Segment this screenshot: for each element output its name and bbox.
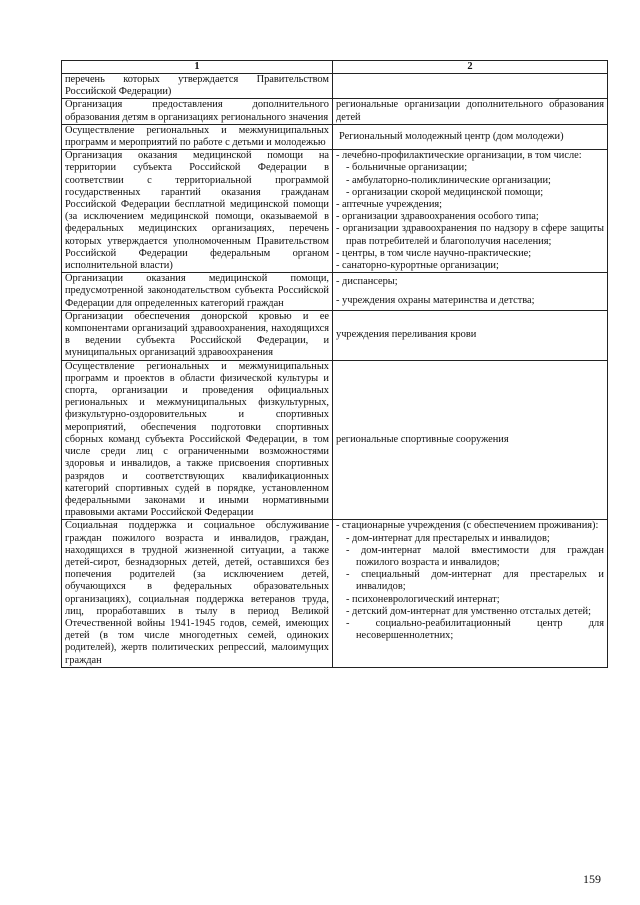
row-1-left: перечень которых утверждается Правительством Российской Федерации) — [62, 74, 333, 99]
row-3-left: Осуществление региональных и межмуниципальных программ и мероприятий по работе с детьми и молодежью — [62, 124, 333, 149]
row-2-right: региональные организации дополнительного образования детей — [333, 99, 608, 124]
row-5-left: Организации оказания медицинской помощи, предусмотренной законодательством субъекта Российской Федерации для определенных категорий граждан — [62, 273, 333, 311]
table-row — [62, 150, 608, 273]
row-5-right — [333, 273, 608, 311]
institutions-table — [61, 60, 608, 668]
column-header-1: 1 — [62, 61, 333, 74]
row-8-left: Социальная поддержка и социальное обслуживание граждан пожилого возраста и инвалидов, граждан, находящихся в трудной жизненной ситуации, а также детей-сирот, безнадзорных детей, детей, оставшихся без попечения родителей (за исключением детей, обучающихся в федеральных образовательных организациях), социальная поддержка ветеранов труда, лиц, проработавших в тылу в период Великой Отечественной войны 1941-1945 годов, семей, имеющих детей (в том числе многодетных семей, одиноких родителей), жертв политических репрессий, малоимущих граждан — [62, 520, 333, 667]
list-item: - учреждения охраны материнства и детства; — [336, 294, 535, 306]
row-1-right — [333, 74, 608, 99]
row-8-right — [333, 520, 608, 667]
table-row — [62, 124, 608, 149]
list-item: - стационарные учреждения (с обеспечением проживания): — [336, 520, 599, 532]
list-item: - амбулаторно-поликлинические организации; — [346, 174, 551, 186]
list-item: - центры, в том числе научно-практические; — [336, 247, 532, 259]
table-row — [62, 310, 608, 360]
list-item: - организации здравоохранения особого типа; — [336, 211, 539, 223]
row-2-left: Организация предоставления дополнительного образования детям в организациях регионального значения — [62, 99, 333, 124]
table-row — [62, 520, 608, 667]
list-item: - детский дом-интернат для умственно отсталых детей; — [346, 605, 592, 617]
list-item: - социально-реабилитационный центр для несовершеннолетних; — [346, 617, 604, 642]
table-row — [62, 273, 608, 311]
list-item: - лечебно-профилактические организации, в том числе: — [336, 150, 582, 162]
list-item: - специальный дом-интернат для престарелых и инвалидов; — [346, 569, 604, 593]
list-item: - психоневрологический интернат; — [346, 593, 500, 605]
medical-organizations-list — [336, 150, 604, 272]
social-institutions-list — [336, 520, 604, 642]
row-3-right: Региональный молодежный центр (дом молодежи) — [333, 124, 608, 149]
row-7-left: Осуществление региональных и межмуниципальных программ и проектов в области физической культуры и спорта, организации и проведения официальных региональных и межмуниципальных физкультурных, физкультурно-оздоровительных и спортивных мероприятий, обеспечения подготовки спортивных сборных команд субъекта Российской Федерации, в том числе среди лиц с ограниченными возможностями здоровья и инвалидов, а также присвоения спортивных разрядов и соответствующих квалификационных категорий спортивных судей в порядке, установленном федеральными законами и иными нормативными правовыми актами Российской Федерации — [62, 360, 333, 520]
list-item: - организации здравоохранения по надзору в сфере защиты прав потребителей и благополучия населения; — [336, 223, 604, 247]
list-item: - организации скорой медицинской помощи; — [346, 186, 544, 198]
column-header-2: 2 — [333, 61, 608, 74]
row-4-left: Организация оказания медицинской помощи на территории субъекта Российской Федерации в соответствии с территориальной программой государственных гарантий оказания гражданам Российской Федерации бесплатной медицинской помощи (за исключением медицинской помощи, оказываемой в федеральных медицинских организациях, перечень которых утверждается уполномоченным Правительством Российской Федерации федеральным органом исполнительной власти) — [62, 150, 333, 273]
table-row — [62, 99, 608, 124]
table-row — [62, 74, 608, 99]
list-item: - диспансеры; — [336, 276, 398, 288]
list-item: - больничные организации; — [346, 162, 468, 174]
list-item: - санаторно-курортные организации; — [336, 260, 499, 272]
table-header-row — [62, 61, 608, 74]
document-page — [61, 60, 607, 668]
list-item: - аптечные учреждения; — [336, 199, 443, 211]
special-care-list — [336, 276, 604, 306]
row-6-right: учреждения переливания крови — [333, 310, 608, 360]
list-item: - дом-интернат для престарелых и инвалидов; — [346, 532, 550, 544]
row-4-right — [333, 150, 608, 273]
list-item: - дом-интернат малой вместимости для граждан пожилого возраста и инвалидов; — [346, 544, 604, 568]
page-number: 159 — [583, 872, 601, 886]
row-6-left: Организации обеспечения донорской кровью и ее компонентами организаций здравоохранения, находящихся в ведении субъекта Российской Федерации, и муниципальных организаций здравоохранения — [62, 310, 333, 360]
row-7-right: региональные спортивные сооружения — [333, 360, 608, 520]
table-row — [62, 360, 608, 520]
